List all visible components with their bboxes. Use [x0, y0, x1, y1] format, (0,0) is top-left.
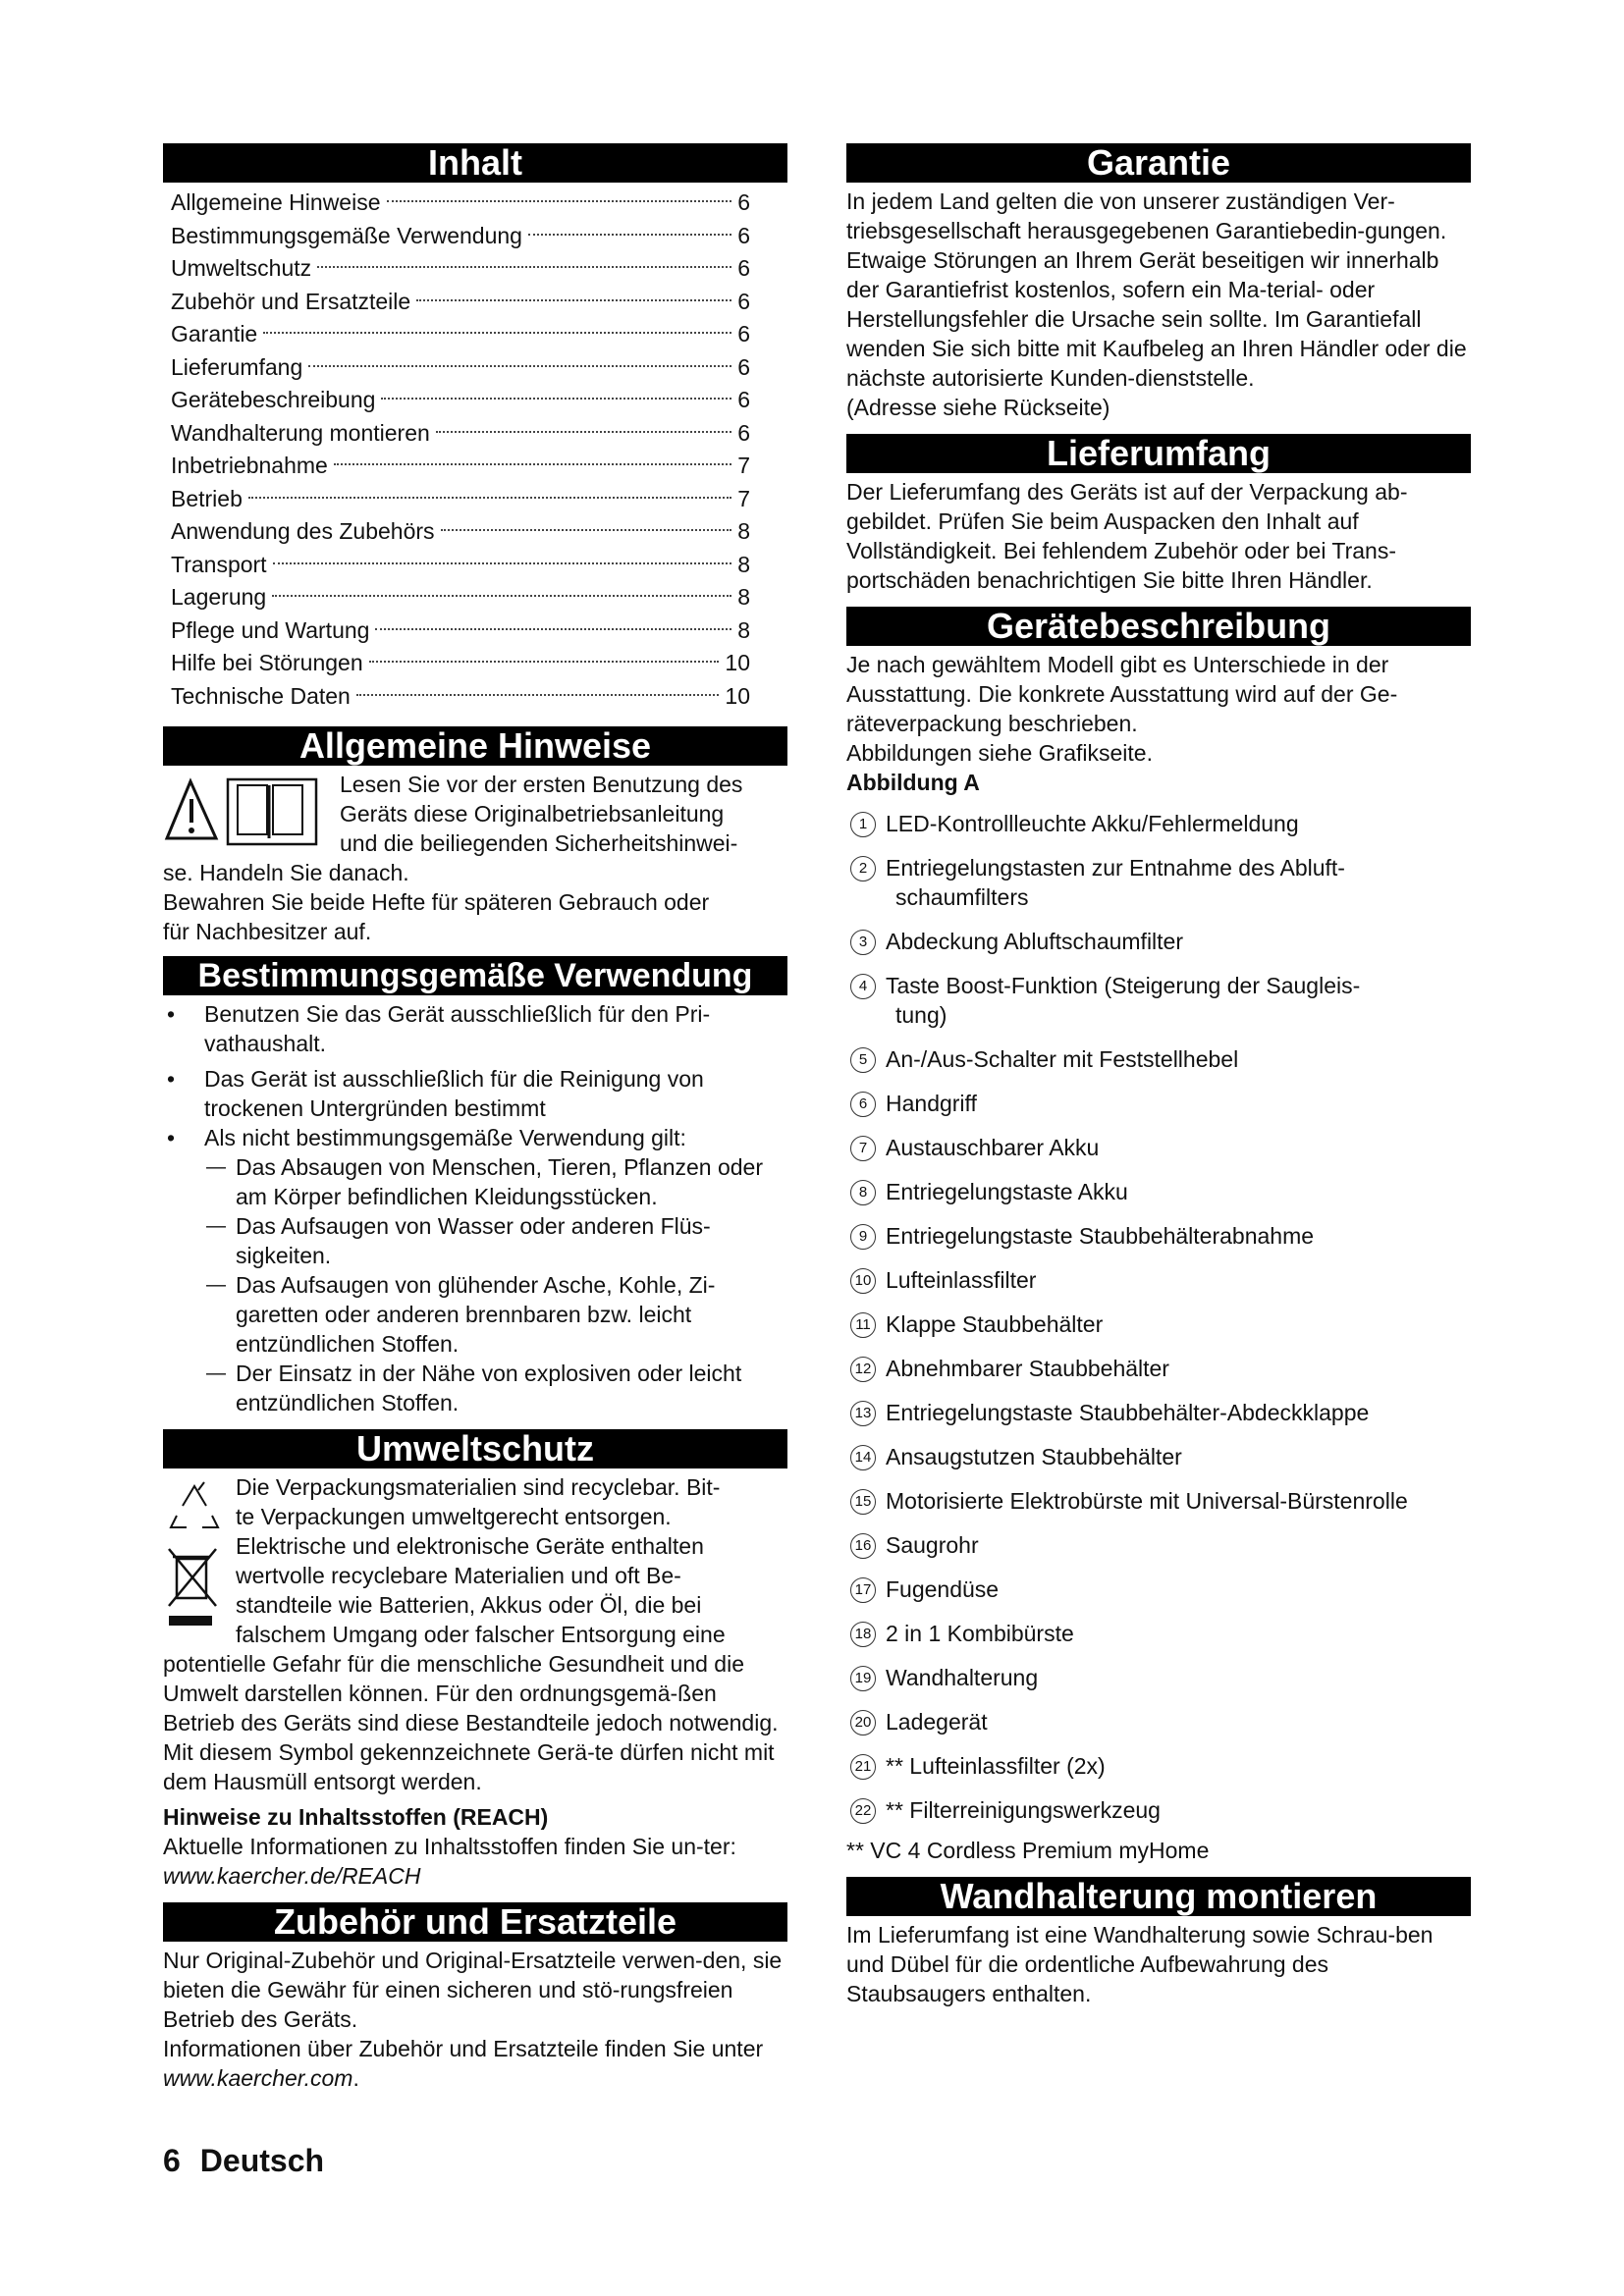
bullet-item: • Das Gerät ist ausschließlich für die Reinigung von trockenen Untergründen bestimmt: [163, 1064, 787, 1123]
description-heading: Gerätebeschreibung: [846, 607, 1471, 646]
accessories-paragraph: [163, 2034, 787, 2093]
toc-entry[interactable]: [171, 318, 750, 351]
toc-entry[interactable]: [171, 647, 750, 680]
item-number-badge: 8: [850, 1180, 876, 1205]
toc-entry-title: Technische Daten: [171, 682, 351, 709]
toc-entry-title: Umweltschutz: [171, 255, 312, 281]
warning-manual-icon: [163, 774, 330, 852]
component-item: [846, 1398, 1471, 1427]
description-paragraph: Je nach gewähltem Modell gibt es Unterschiede in der Ausstattung. Die konkrete Ausstattung wird auf der Ge-räteverpackung beschrieben.: [846, 652, 1398, 736]
component-label: Taste Boost-Funktion (Steigerung der Saugleis-: [886, 973, 1361, 998]
toc-entry-title: Wandhalterung montieren: [171, 419, 430, 446]
reach-heading: Hinweise zu Inhaltsstoffen (REACH): [163, 1804, 549, 1830]
toc-entry[interactable]: [171, 680, 750, 714]
bullet-item: • Als nicht bestimmungsgemäße Verwendung gilt:: [163, 1123, 787, 1152]
toc-entry-page: 8: [737, 551, 750, 577]
component-label: ** Filterreinigungswerkzeug: [886, 1797, 1161, 1823]
accessories-heading: Zubehör und Ersatzteile: [163, 1902, 787, 1942]
general-line: Lesen Sie vor der ersten Benutzung des: [340, 772, 743, 797]
dash-item: — Das Aufsaugen von glühender Asche, Kohle, Zi-garetten oder anderen brennbaren bzw. leicht entzündlichen Stoffen.: [163, 1270, 787, 1359]
toc-leader-dots: [263, 332, 731, 334]
item-number-badge: 12: [850, 1357, 876, 1382]
item-number-badge: 3: [850, 930, 876, 955]
component-item: [846, 1707, 1471, 1736]
component-label: Abdeckung Abluftschaumfilter: [886, 929, 1184, 954]
toc-entry-title: Inbetriebnahme: [171, 453, 328, 478]
component-item: [846, 1089, 1471, 1118]
environment-line: wertvolle recyclebare Materialien und oft Be-: [236, 1563, 681, 1588]
toc-entry-page: 7: [737, 453, 750, 478]
right-column: [846, 143, 1471, 2008]
toc-entry-page: 8: [737, 518, 750, 544]
toc-entry-title: Hilfe bei Störungen: [171, 650, 363, 675]
component-label: 2 in 1 Kombibürste: [886, 1621, 1074, 1646]
toc-entry-title: Transport: [171, 551, 267, 577]
reach-text: Aktuelle Informationen zu Inhaltsstoffen finden Sie un-ter:: [163, 1834, 736, 1859]
component-item: [846, 971, 1471, 1030]
toc-entry-page: 6: [737, 255, 750, 281]
general-line: Geräts diese Originalbetriebsanleitung: [340, 801, 725, 827]
warranty-address: (Adresse siehe Rückseite): [846, 395, 1110, 420]
warranty-heading: Garantie: [846, 143, 1471, 183]
item-number-badge: 1: [850, 812, 876, 837]
intended-use-heading: Bestimmungsgemäße Verwendung: [163, 956, 787, 995]
toc-entry-title: Allgemeine Hinweise: [171, 189, 381, 215]
component-label: Abnehmbarer Staubbehälter: [886, 1356, 1169, 1381]
general-line: Bewahren Sie beide Hefte für späteren Gebrauch oder: [163, 889, 710, 915]
component-item: [846, 1221, 1471, 1251]
component-item: [846, 809, 1471, 838]
environment-line: Elektrische und elektronische Geräte enthalten: [236, 1533, 704, 1559]
item-number-badge: 18: [850, 1622, 876, 1647]
toc-entry[interactable]: [171, 187, 750, 220]
component-label: Entriegelungstaste Staubbehälter-Abdeckklappe: [886, 1400, 1370, 1425]
accessories-text: Informationen über Zubehör und Ersatzteile finden Sie unter: [163, 2036, 764, 2061]
component-label: ** Lufteinlassfilter (2x): [886, 1753, 1106, 1779]
dash-item: — Der Einsatz in der Nähe von explosiven oder leicht entzündlichen Stoffen.: [163, 1359, 787, 1417]
page-number: 6: [163, 2143, 181, 2178]
environment-paragraph: potentielle Gefahr für die menschliche Gesundheit und die Umwelt darstellen können. Für den ordnungsgemä-ßen Betrieb des Geräts sind diese Bestandteile jedoch notwendig. Mit diesem Symbol gekennzeichnete Gerä-te dürfen nicht mit dem Hausmüll entsorgt werden.: [163, 1651, 779, 1794]
item-number-badge: 9: [850, 1224, 876, 1250]
component-item: [846, 853, 1471, 912]
toc-entry-page: 8: [737, 616, 750, 643]
item-number-badge: 21: [850, 1754, 876, 1780]
toc-entry-page: 10: [725, 682, 750, 709]
model-note: ** VC 4 Cordless Premium myHome: [846, 1838, 1210, 1863]
bullet-item: • Benutzen Sie das Gerät ausschließlich für den Pri-vathaushalt.: [163, 999, 787, 1058]
toc-leader-dots: [317, 266, 731, 268]
item-number-badge: 10: [850, 1268, 876, 1294]
toc-entry[interactable]: [171, 220, 750, 253]
component-label: Austauschbarer Akku: [886, 1135, 1100, 1160]
component-item: [846, 1619, 1471, 1648]
toc-leader-dots: [356, 694, 720, 696]
toc-entry[interactable]: [171, 417, 750, 451]
accessories-period: .: [352, 2065, 359, 2091]
recycling-disposal-icon: [163, 1476, 226, 1633]
reach-paragraph: [163, 1832, 787, 1891]
component-label: Klappe Staubbehälter: [886, 1311, 1104, 1337]
toc-entry-page: 6: [737, 288, 750, 314]
environment-line: falschem Umgang oder falscher Entsorgung eine: [236, 1622, 726, 1647]
toc-entry-page: 6: [737, 419, 750, 446]
scope-heading: Lieferumfang: [846, 434, 1471, 473]
component-label: Entriegelungstasten zur Entnahme des Abluft-: [886, 855, 1345, 881]
toc-heading: Inhalt: [163, 143, 787, 183]
component-item: [846, 1442, 1471, 1471]
environment-line: te Verpackungen umweltgerecht entsorgen.: [236, 1504, 672, 1529]
toc-entry[interactable]: [171, 515, 750, 549]
toc-entry-title: Zubehör und Ersatzteile: [171, 288, 411, 314]
toc-entry-page: 6: [737, 222, 750, 248]
warranty-paragraph: In jedem Land gelten die von unserer zuständigen Ver-triebsgesellschaft herausgegebenen Garantiebedin-gungen. Etwaige Störungen an Ihrem Gerät beseitigen wir innerhalb der Garantiefrist kostenlos, sofern ein Ma-terial- oder Herstellungsfehler die Ursache sein sollte. Im Garantiefall wenden Sie sich bitte mit Kaufbeleg an Ihren Händler oder die nächste autorisierte Kunden-dienststelle.: [846, 188, 1467, 391]
toc-leader-dots: [528, 234, 731, 236]
item-number-badge: 7: [850, 1136, 876, 1161]
component-label: Ansaugstutzen Staubbehälter: [886, 1444, 1182, 1469]
intended-use-list: [163, 999, 787, 1417]
toc-entry-page: 6: [737, 387, 750, 412]
toc-entry[interactable]: [171, 581, 750, 614]
component-item: [846, 1133, 1471, 1162]
component-label: Fugendüse: [886, 1576, 1000, 1602]
component-item: [846, 1530, 1471, 1560]
toc-leader-dots: [381, 398, 731, 400]
item-number-badge: 15: [850, 1489, 876, 1515]
general-notes: [163, 770, 787, 946]
item-number-badge: 11: [850, 1312, 876, 1338]
reach-link[interactable]: www.kaercher.de/REACH: [163, 1863, 421, 1889]
page-footer: [163, 2143, 344, 2178]
toc-entry-page: 10: [725, 650, 750, 675]
toc-leader-dots: [308, 365, 731, 367]
toc-entry-title: Gerätebeschreibung: [171, 387, 376, 412]
toc-entry-title: Anwendung des Zubehörs: [171, 518, 435, 544]
component-label: Motorisierte Elektrobürste mit Universal-Bürstenrolle: [886, 1488, 1408, 1514]
item-number-badge: 14: [850, 1445, 876, 1470]
toc-entry-title: Lagerung: [171, 584, 267, 610]
component-item: [846, 1044, 1471, 1074]
component-label-cont: tung): [895, 1002, 947, 1028]
item-number-badge: 6: [850, 1092, 876, 1117]
component-item: [846, 1309, 1471, 1339]
item-number-badge: 19: [850, 1666, 876, 1691]
toc-entry[interactable]: [171, 286, 750, 319]
toc-leader-dots: [436, 431, 731, 433]
item-number-badge: 16: [850, 1533, 876, 1559]
figure-label: Abbildung A: [846, 770, 980, 795]
accessories-paragraph: Nur Original-Zubehör und Original-Ersatzteile verwen-den, sie bieten die Gewähr für einen sicheren und stö-rungsfreien Betrieb des Geräts.: [163, 1948, 783, 2032]
toc-entry[interactable]: [171, 549, 750, 582]
toc-entry-page: 8: [737, 584, 750, 610]
component-item: [846, 927, 1471, 956]
toc-entry[interactable]: [171, 614, 750, 648]
general-line: se. Handeln Sie danach.: [163, 860, 409, 885]
description-see: Abbildungen siehe Grafikseite.: [846, 740, 1153, 766]
environment-line: standteile wie Batterien, Akkus oder Öl, die bei: [236, 1592, 702, 1618]
item-number-badge: 17: [850, 1577, 876, 1603]
toc-leader-dots: [416, 299, 731, 301]
component-label: LED-Kontrollleuchte Akku/Fehlermeldung: [886, 811, 1299, 836]
dash-item: — Das Aufsaugen von Wasser oder anderen Flüs-sigkeiten.: [163, 1211, 787, 1270]
component-label-cont: schaumfilters: [895, 884, 1029, 910]
general-heading: Allgemeine Hinweise: [163, 726, 787, 766]
component-item: [846, 1663, 1471, 1692]
toc-leader-dots: [369, 661, 720, 663]
wall-mount-heading: Wandhalterung montieren: [846, 1877, 1471, 1916]
component-item: [846, 1354, 1471, 1383]
item-number-badge: 5: [850, 1047, 876, 1073]
toc-entry-page: 7: [737, 485, 750, 511]
wall-mount-paragraph: Im Lieferumfang ist eine Wandhalterung sowie Schrau-ben und Dübel für die ordentliche Aufbewahrung des Staubsaugers enthalten.: [846, 1922, 1434, 2006]
general-line: für Nachbesitzer auf.: [163, 919, 372, 944]
component-label: Handgriff: [886, 1091, 977, 1116]
toc-entry[interactable]: [171, 252, 750, 286]
toc-entry[interactable]: [171, 384, 750, 417]
component-item: [846, 1177, 1471, 1206]
component-item: [846, 1486, 1471, 1516]
toc-leader-dots: [272, 595, 731, 597]
environment-notes: [163, 1472, 787, 1891]
toc-leader-dots: [273, 562, 732, 564]
toc-entry-title: Pflege und Wartung: [171, 616, 370, 643]
component-label: An-/Aus-Schalter mit Feststellhebel: [886, 1046, 1239, 1072]
component-label: Saugrohr: [886, 1532, 979, 1558]
general-line: und die beiliegenden Sicherheitshinwei-: [340, 830, 738, 856]
scope-paragraph: Der Lieferumfang des Geräts ist auf der Verpackung ab-gebildet. Prüfen Sie beim Auspacken den Inhalt auf Vollständigkeit. Bei fehlendem Zubehör oder bei Trans-portschäden benachrichtigen Sie bitte Ihren Händler.: [846, 479, 1408, 593]
toc-entry-page: 6: [737, 189, 750, 215]
component-label: Entriegelungstaste Staubbehälterabnahme: [886, 1223, 1315, 1249]
toc-entry-page: 6: [737, 321, 750, 347]
toc-entry-title: Garantie: [171, 321, 258, 347]
environment-line: Die Verpackungsmaterialien sind recyclebar. Bit-: [236, 1474, 721, 1500]
component-label: Lufteinlassfilter: [886, 1267, 1037, 1293]
toc-entry-page: 6: [737, 353, 750, 380]
environment-heading: Umweltschutz: [163, 1429, 787, 1468]
toc-leader-dots: [441, 529, 732, 531]
toc-leader-dots: [248, 497, 731, 499]
toc-leader-dots: [334, 463, 731, 465]
toc-entry-title: Bestimmungsgemäße Verwendung: [171, 222, 522, 248]
component-label: Ladegerät: [886, 1709, 988, 1735]
item-number-badge: 2: [850, 856, 876, 881]
toc-entry[interactable]: [171, 351, 750, 385]
item-number-badge: 13: [850, 1401, 876, 1426]
toc-entry-title: Betrieb: [171, 485, 243, 511]
dash-item: — Das Absaugen von Menschen, Tieren, Pflanzen oder am Körper befindlichen Kleidungsstücken.: [163, 1152, 787, 1211]
item-number-badge: 20: [850, 1710, 876, 1735]
table-of-contents: [163, 187, 787, 713]
component-label: Entriegelungstaste Akku: [886, 1179, 1128, 1204]
component-item: [846, 1751, 1471, 1781]
toc-entry[interactable]: [171, 450, 750, 483]
component-item: [846, 1795, 1471, 1825]
language-label: Deutsch: [199, 2143, 325, 2178]
toc-entry-title: Lieferumfang: [171, 353, 303, 380]
component-label: Wandhalterung: [886, 1665, 1039, 1690]
item-number-badge: 22: [850, 1798, 876, 1824]
component-list: [846, 809, 1471, 1825]
toc-entry[interactable]: [171, 483, 750, 516]
item-number-badge: 4: [850, 974, 876, 999]
toc-leader-dots: [375, 628, 731, 630]
left-column: [163, 143, 787, 2093]
component-item: [846, 1265, 1471, 1295]
accessories-link[interactable]: www.kaercher.com: [163, 2065, 353, 2091]
toc-leader-dots: [387, 200, 732, 202]
component-item: [846, 1575, 1471, 1604]
